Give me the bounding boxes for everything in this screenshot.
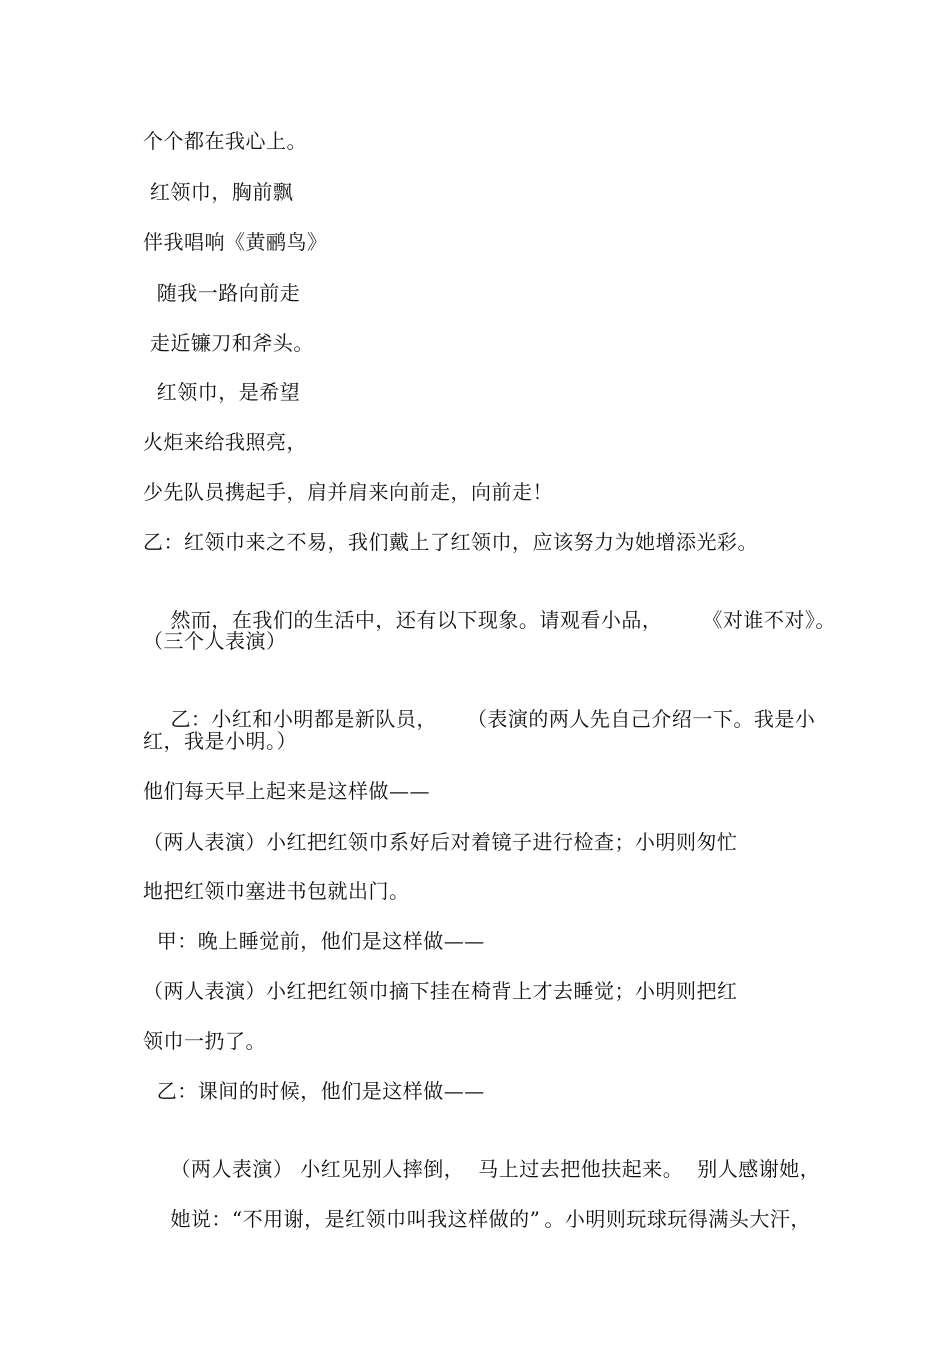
text-line-4: 随我一路向前走: [143, 281, 301, 305]
text-line-5: 走近镰刀和斧头。: [143, 331, 314, 355]
text-line-19: 领巾一扔了。: [143, 1029, 266, 1053]
text-line-7: 火炬来给我照亮，: [143, 430, 307, 454]
text-line-17: 甲：晚上睡觉前，他们是这样做——: [143, 929, 485, 953]
text-line-15: （两人表演）小红把红领巾系好后对着镜子进行检查；小明则匆忙: [143, 830, 738, 854]
text-line-12-note: （表演的两人先自己介绍一下。我是小: [466, 707, 816, 731]
text-line-2: 红领巾，胸前飘: [143, 180, 294, 204]
text-line-11: （三个人表演）: [143, 629, 287, 653]
text-line-22-part-1: 她说：“不用谢，是红领巾叫我这样做的”: [170, 1207, 541, 1231]
text-line-14: 他们每天早上起来是这样做——: [143, 779, 430, 803]
text-line-10-title: 《对谁不对》。: [702, 608, 836, 632]
text-line-10-main: 然而，在我们的生活中，还有以下现象。请观看小品，: [170, 608, 663, 632]
text-line-3: 伴我唱响《黄鹂鸟》: [143, 230, 328, 254]
text-line-22-part-2: 。小明则玩球玩得满头大汗，: [544, 1207, 811, 1231]
text-line-21-part-1: （两人表演） 小红见别人摔倒，: [170, 1157, 465, 1181]
text-line-9: 乙：红领巾来之不易，我们戴上了红领巾，应该努力为她增添光彩。: [143, 530, 758, 554]
text-line-1: 个个都在我心上。: [143, 129, 307, 153]
text-line-21-part-3: 别人感谢她，: [697, 1157, 821, 1181]
text-line-12-main: 乙：小红和小明都是新队员，: [170, 707, 437, 731]
text-line-16: 地把红领巾塞进书包就出门。: [143, 879, 410, 903]
text-line-20: 乙：课间的时候，他们是这样做——: [143, 1079, 485, 1103]
text-line-13: 红，我是小明。）: [143, 729, 297, 753]
text-line-6: 红领巾，是希望: [143, 380, 301, 404]
text-line-21-part-2: 马上过去把他扶起来。: [478, 1157, 684, 1181]
text-line-18: （两人表演）小红把红领巾摘下挂在椅背上才去睡觉；小明则把红: [143, 979, 738, 1003]
text-line-22: [143, 1177, 811, 1261]
text-line-8: 少先队员携起手，肩并肩来向前走，向前走！: [143, 480, 553, 504]
